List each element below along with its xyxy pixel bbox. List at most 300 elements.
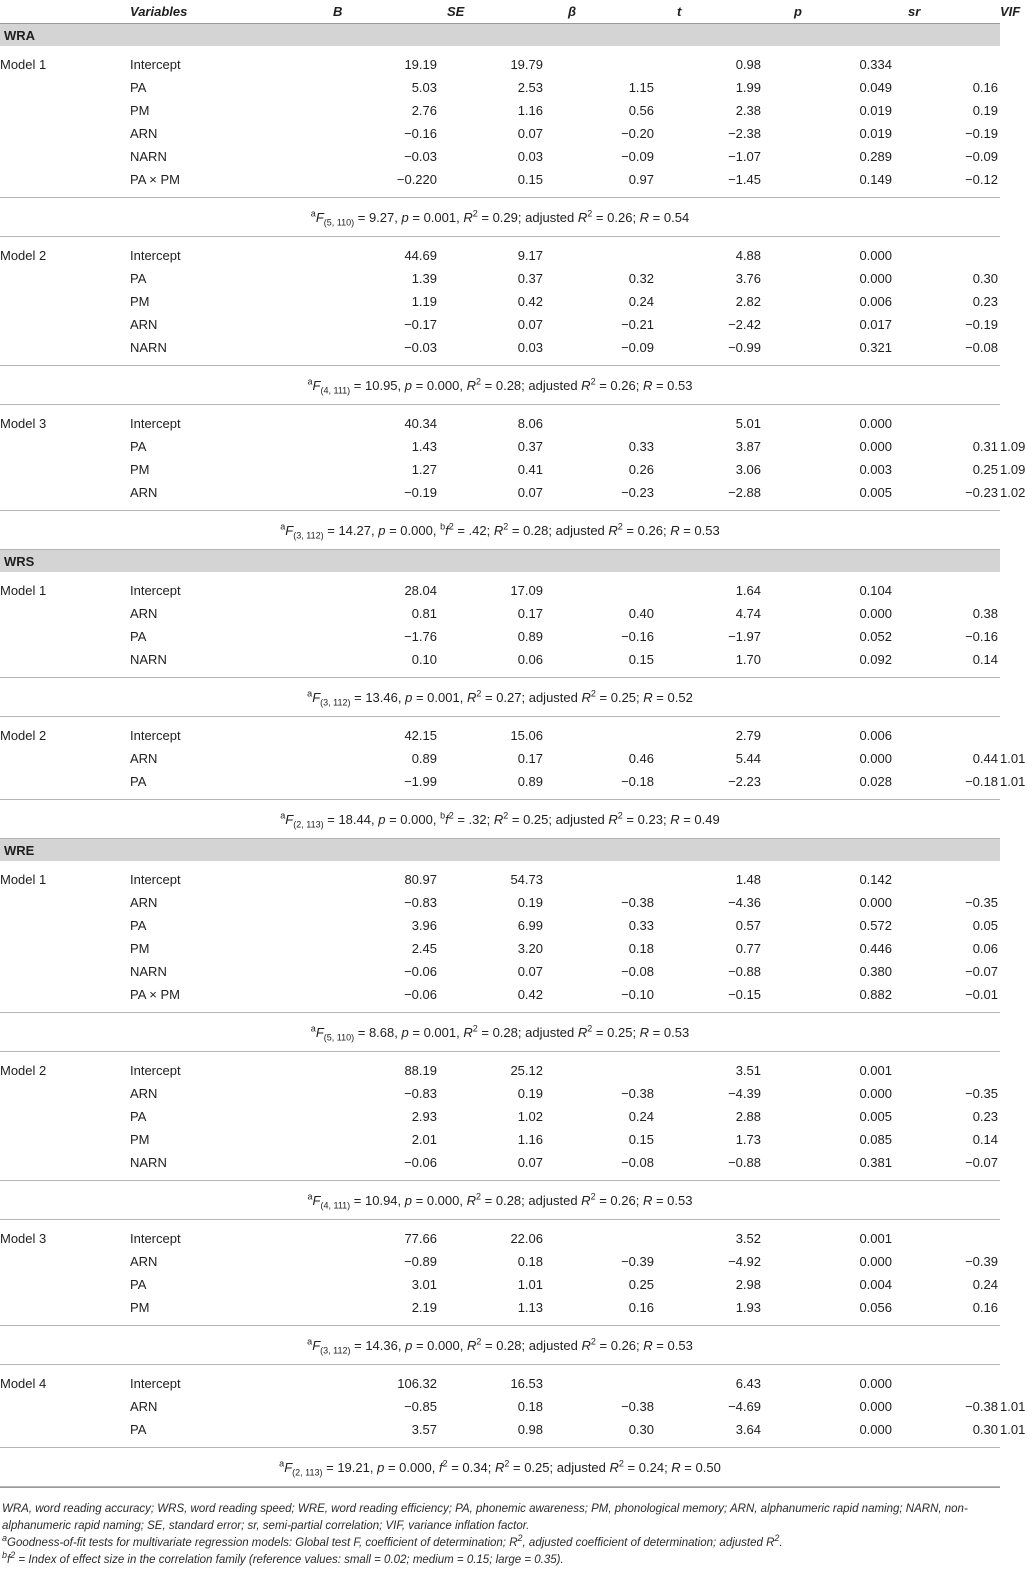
cell-t: −0.88 bbox=[728, 964, 761, 979]
cell-sr: −0.19 bbox=[965, 126, 998, 141]
table-row: PA 3.57 0.98 0.30 3.64 0.000 0.30 1.01 bbox=[0, 1418, 1000, 1448]
spacer-cell bbox=[270, 625, 313, 648]
spacer-cell bbox=[270, 983, 313, 1013]
cell-sr bbox=[893, 1365, 1000, 1396]
cell-t: 3.64 bbox=[735, 1422, 761, 1437]
cell-p: 0.004 bbox=[859, 1277, 892, 1292]
cell-b: −0.16 bbox=[404, 126, 437, 141]
cell-t: −2.23 bbox=[728, 774, 761, 789]
table-row bbox=[0, 1220, 1000, 1251]
spacer-cell bbox=[270, 1250, 313, 1273]
cell-sr: −0.35 bbox=[965, 895, 998, 910]
model-fit-stats bbox=[0, 800, 1000, 839]
variable-name: ARN bbox=[130, 317, 158, 332]
cell-p: 0.000 bbox=[859, 751, 892, 766]
cell-beta: 0.24 bbox=[628, 1109, 654, 1124]
cell-sr: 0.24 bbox=[972, 1277, 998, 1292]
spacer-cell bbox=[270, 435, 313, 458]
cell-b: 1.19 bbox=[411, 294, 437, 309]
variable-name: NARN bbox=[130, 149, 167, 164]
cell-se: 0.07 bbox=[517, 126, 543, 141]
cell-sr bbox=[893, 237, 1000, 268]
cell-p: 0.572 bbox=[859, 918, 892, 933]
cell-b: 77.66 bbox=[404, 1231, 437, 1246]
cell-t: −0.88 bbox=[728, 1155, 761, 1170]
cell-se: 19.79 bbox=[510, 57, 543, 72]
variable-name: Intercept bbox=[130, 248, 181, 263]
table-row: ARN −0.85 0.18 −0.38 −4.69 0.000 −0.38 1.01 bbox=[0, 1395, 1000, 1418]
cell-se: 9.17 bbox=[517, 248, 543, 263]
model-label bbox=[0, 1296, 130, 1326]
table-row bbox=[0, 145, 1000, 168]
cell-se: 0.03 bbox=[517, 149, 543, 164]
model-label bbox=[0, 458, 130, 481]
cell-b: 1.43 bbox=[411, 439, 437, 454]
section-header-wra bbox=[0, 24, 1000, 47]
spacer-cell bbox=[270, 1151, 313, 1181]
cell-se: 0.37 bbox=[517, 271, 543, 286]
cell-se: 0.42 bbox=[517, 987, 543, 1002]
spacer-cell bbox=[270, 1220, 313, 1251]
cell-t: 4.74 bbox=[735, 606, 761, 621]
variable-name: ARN bbox=[130, 606, 158, 621]
model-label bbox=[0, 1418, 130, 1448]
header-SE: SE bbox=[437, 0, 552, 24]
spacer-cell bbox=[270, 76, 313, 99]
cell-t: 2.88 bbox=[735, 1109, 761, 1124]
cell-b: 2.45 bbox=[411, 941, 437, 956]
cell-sr: −0.09 bbox=[965, 149, 998, 164]
model-label bbox=[0, 122, 130, 145]
cell-sr: 0.23 bbox=[972, 294, 998, 309]
cell-b: 19.19 bbox=[404, 57, 437, 72]
model-label bbox=[0, 747, 130, 770]
cell-b: −0.03 bbox=[404, 149, 437, 164]
table-row bbox=[0, 572, 1000, 602]
fit-stats-text: $^aF_{(4, 111)} = 10.94$, p = 0.000, $R^2 = 0.28$; adjusted $R^2 = 0.26$; R = 0.53 bbox=[0, 1181, 1000, 1220]
cell-sr: −0.16 bbox=[965, 629, 998, 644]
cell-se: 0.07 bbox=[517, 317, 543, 332]
cell-p: 0.006 bbox=[859, 728, 892, 743]
model-label bbox=[0, 99, 130, 122]
variable-name: Intercept bbox=[130, 57, 181, 72]
cell-se: 0.42 bbox=[517, 294, 543, 309]
cell-se: 0.17 bbox=[517, 606, 543, 621]
cell-p: 0.000 bbox=[859, 1376, 892, 1391]
variable-name: PM bbox=[130, 1132, 150, 1147]
cell-sr: 0.05 bbox=[972, 918, 998, 933]
cell-se: 0.06 bbox=[517, 652, 543, 667]
cell-beta: 0.18 bbox=[628, 941, 654, 956]
cell-t: 2.79 bbox=[735, 728, 761, 743]
fit-stats-text: $^aF_{(3, 112)} = 14.36$, p = 0.000, $R^2 = 0.28$; adjusted $R^2 = 0.26$; R = 0.53 bbox=[0, 1326, 1000, 1365]
cell-b: 3.01 bbox=[411, 1277, 437, 1292]
cell-p: 0.000 bbox=[859, 1399, 892, 1414]
fit-stats-text: $^aF_{(4, 111)} = 10.95$, p = 0.000, $R^2 = 0.28$; adjusted $R^2 = 0.26$; R = 0.53 bbox=[0, 366, 1000, 405]
variable-name: PA bbox=[130, 439, 147, 454]
cell-beta bbox=[552, 861, 665, 891]
model-label bbox=[0, 914, 130, 937]
cell-p: 0.001 bbox=[859, 1063, 892, 1078]
cell-t: 1.93 bbox=[735, 1300, 761, 1315]
cell-t: 1.99 bbox=[735, 80, 761, 95]
cell-p: 0.085 bbox=[859, 1132, 892, 1147]
spacer-cell bbox=[270, 1105, 313, 1128]
model-label bbox=[0, 983, 130, 1013]
model-label bbox=[0, 625, 130, 648]
model-label bbox=[0, 313, 130, 336]
cell-t: 4.88 bbox=[735, 248, 761, 263]
cell-p: 0.028 bbox=[859, 774, 892, 789]
cell-b: −0.83 bbox=[404, 895, 437, 910]
cell-t: 3.51 bbox=[735, 1063, 761, 1078]
cell-se: 0.89 bbox=[517, 774, 543, 789]
cell-b: 44.69 bbox=[404, 248, 437, 263]
cell-t: 3.87 bbox=[735, 439, 761, 454]
cell-sr: 0.19 bbox=[972, 103, 998, 118]
cell-p: 0.000 bbox=[859, 271, 892, 286]
cell-sr: 0.44 bbox=[972, 751, 998, 766]
cell-p: 0.380 bbox=[859, 964, 892, 979]
cell-b: −0.03 bbox=[404, 340, 437, 355]
model-label bbox=[0, 1082, 130, 1105]
spacer-cell bbox=[270, 481, 313, 511]
cell-se: 0.07 bbox=[517, 964, 543, 979]
cell-b: −1.99 bbox=[404, 774, 437, 789]
cell-beta: −0.18 bbox=[621, 774, 654, 789]
model-fit-stats bbox=[0, 511, 1000, 550]
cell-sr: −0.35 bbox=[965, 1086, 998, 1101]
cell-sr: 0.14 bbox=[972, 1132, 998, 1147]
cell-t: −0.15 bbox=[728, 987, 761, 1002]
cell-beta bbox=[552, 1365, 665, 1396]
model-label: Model 1 bbox=[0, 57, 47, 72]
cell-t: −1.45 bbox=[728, 172, 761, 187]
variable-name: PA × PM bbox=[130, 172, 180, 187]
table-row bbox=[0, 122, 1000, 145]
model-fit-stats bbox=[0, 1181, 1000, 1220]
table-row bbox=[0, 625, 1000, 648]
cell-p: 0.000 bbox=[859, 416, 892, 431]
cell-b: −0.06 bbox=[404, 964, 437, 979]
model-fit-stats bbox=[0, 678, 1000, 717]
table-row: PM 1.27 0.41 0.26 3.06 0.003 0.25 1.09 bbox=[0, 458, 1000, 481]
model-label bbox=[0, 145, 130, 168]
model-label bbox=[0, 1105, 130, 1128]
table-row bbox=[0, 267, 1000, 290]
table-body bbox=[0, 24, 1025, 1487]
cell-beta: 0.16 bbox=[628, 1300, 654, 1315]
cell-t: 1.73 bbox=[735, 1132, 761, 1147]
cell-t: 0.77 bbox=[735, 941, 761, 956]
table-row bbox=[0, 1105, 1000, 1128]
cell-t: −2.38 bbox=[728, 126, 761, 141]
cell-se: 8.06 bbox=[517, 416, 543, 431]
header-beta: β bbox=[552, 0, 665, 24]
cell-b: 80.97 bbox=[404, 872, 437, 887]
cell-sr bbox=[893, 1052, 1000, 1083]
model-label bbox=[0, 1273, 130, 1296]
cell-sr: −0.18 bbox=[965, 774, 998, 789]
cell-se: 15.06 bbox=[510, 728, 543, 743]
cell-t: 6.43 bbox=[735, 1376, 761, 1391]
cell-beta: −0.38 bbox=[621, 1399, 654, 1414]
cell-b: −0.89 bbox=[404, 1254, 437, 1269]
model-label bbox=[0, 267, 130, 290]
footnote-a: $^a$Goodness-of-fit tests for multivariate regression models: Global test F, coefficient of determination; $R^2$, adjusted coefficient of determination; adjusted $R^2$. bbox=[2, 1533, 783, 1549]
cell-sr bbox=[893, 405, 1000, 436]
cell-b: 1.39 bbox=[411, 271, 437, 286]
fit-stats-text: $^aF_{(2, 113)} = 18.44$, p = 0.000, $^bf^2 = .32$; $R^2 = 0.25$; adjusted $R^2 = 0.23$; R = 0.49 bbox=[0, 800, 1000, 839]
cell-se: 16.53 bbox=[510, 1376, 543, 1391]
table-row bbox=[0, 937, 1000, 960]
cell-sr: −0.38 bbox=[965, 1399, 998, 1414]
cell-se: 0.07 bbox=[517, 485, 543, 500]
table-row bbox=[0, 1151, 1000, 1181]
spacer-cell bbox=[270, 290, 313, 313]
variable-name: PA bbox=[130, 80, 147, 95]
table-row bbox=[0, 1296, 1000, 1326]
variable-name: PM bbox=[130, 462, 150, 477]
cell-sr: 0.16 bbox=[972, 80, 998, 95]
variable-name: ARN bbox=[130, 1254, 158, 1269]
variable-name: ARN bbox=[130, 1086, 158, 1101]
cell-beta: 0.15 bbox=[628, 652, 654, 667]
cell-sr: −0.12 bbox=[965, 172, 998, 187]
variable-name: Intercept bbox=[130, 1063, 181, 1078]
cell-p: 0.017 bbox=[859, 317, 892, 332]
variable-name: ARN bbox=[130, 485, 158, 500]
fit-stats-text: $^aF_{(2, 113)} = 19.21$, p = 0.000, $f^2 = 0.34$; $R^2 = 0.25$; adjusted $R^2 = 0.24$; R = 0.50 bbox=[0, 1448, 1000, 1487]
cell-b: 88.19 bbox=[404, 1063, 437, 1078]
cell-sr: 0.16 bbox=[972, 1300, 998, 1315]
table-row bbox=[0, 99, 1000, 122]
variable-name: ARN bbox=[130, 895, 158, 910]
cell-se: 0.18 bbox=[517, 1254, 543, 1269]
cell-b: −0.06 bbox=[404, 987, 437, 1002]
spacer-cell bbox=[270, 891, 313, 914]
table-row bbox=[0, 861, 1000, 891]
cell-se: 1.01 bbox=[517, 1277, 543, 1292]
spacer-cell bbox=[270, 336, 313, 366]
cell-p: 0.092 bbox=[859, 652, 892, 667]
cell-b: 40.34 bbox=[404, 416, 437, 431]
table-row bbox=[0, 914, 1000, 937]
section-label: WRA bbox=[0, 24, 1000, 47]
cell-b: 2.01 bbox=[411, 1132, 437, 1147]
cell-sr bbox=[893, 46, 1000, 76]
cell-se: 0.41 bbox=[517, 462, 543, 477]
cell-t: −2.88 bbox=[728, 485, 761, 500]
cell-beta: 0.46 bbox=[628, 751, 654, 766]
cell-p: 0.019 bbox=[859, 126, 892, 141]
cell-se: 0.03 bbox=[517, 340, 543, 355]
table-row bbox=[0, 891, 1000, 914]
cell-t: −4.69 bbox=[728, 1399, 761, 1414]
model-label bbox=[0, 481, 130, 511]
table-row bbox=[0, 290, 1000, 313]
cell-t: 3.76 bbox=[735, 271, 761, 286]
footnote-abbreviations: WRA, word reading accuracy; WRS, word reading speed; WRE, word reading efficiency; PA, phonemic awareness; PM, phonological memory; ARN, alphanumeric rapid naming; NARN, non-alphanumeric rapid naming; SE, standard error; sr, semi-partial correlation; VIF, variance inflation factor. bbox=[2, 1503, 968, 1532]
variable-name: PM bbox=[130, 103, 150, 118]
cell-b: −0.83 bbox=[404, 1086, 437, 1101]
model-label bbox=[0, 648, 130, 678]
spacer-cell bbox=[270, 267, 313, 290]
cell-beta: 0.33 bbox=[628, 439, 654, 454]
cell-t: 0.57 bbox=[735, 918, 761, 933]
variable-name: NARN bbox=[130, 652, 167, 667]
variable-name: Intercept bbox=[130, 583, 181, 598]
cell-beta: −0.16 bbox=[621, 629, 654, 644]
model-label bbox=[0, 168, 130, 198]
cell-se: 0.19 bbox=[517, 895, 543, 910]
spacer-cell bbox=[270, 1082, 313, 1105]
cell-se: 54.73 bbox=[510, 872, 543, 887]
cell-se: 17.09 bbox=[510, 583, 543, 598]
cell-beta: −0.38 bbox=[621, 895, 654, 910]
cell-p: 0.334 bbox=[859, 57, 892, 72]
cell-se: 6.99 bbox=[517, 918, 543, 933]
model-label bbox=[0, 1395, 130, 1418]
cell-p: 0.019 bbox=[859, 103, 892, 118]
cell-se: 22.06 bbox=[510, 1231, 543, 1246]
spacer-cell bbox=[270, 1365, 313, 1396]
cell-t: 1.64 bbox=[735, 583, 761, 598]
cell-sr: 0.25 bbox=[972, 462, 998, 477]
spacer-cell bbox=[270, 861, 313, 891]
cell-p: 0.000 bbox=[859, 606, 892, 621]
cell-sr: 0.30 bbox=[972, 271, 998, 286]
cell-se: 0.89 bbox=[517, 629, 543, 644]
table-row: ARN 0.89 0.17 0.46 5.44 0.000 0.44 1.01 bbox=[0, 747, 1000, 770]
cell-beta: −0.09 bbox=[621, 149, 654, 164]
table-row bbox=[0, 168, 1000, 198]
spacer-cell bbox=[270, 717, 313, 748]
variable-name: Intercept bbox=[130, 416, 181, 431]
cell-t: −0.99 bbox=[728, 340, 761, 355]
cell-p: 0.006 bbox=[859, 294, 892, 309]
cell-p: 0.005 bbox=[859, 1109, 892, 1124]
cell-beta: −0.39 bbox=[621, 1254, 654, 1269]
cell-se: 0.37 bbox=[517, 439, 543, 454]
spacer-cell bbox=[270, 1052, 313, 1083]
table-row bbox=[0, 1128, 1000, 1151]
fit-stats-text: $^aF_{(5, 110)} = 9.27$, p = 0.001, $R^2 = 0.29$; adjusted $R^2 = 0.26$; R = 0.54 bbox=[0, 198, 1000, 237]
cell-b: −0.17 bbox=[404, 317, 437, 332]
cell-t: −4.92 bbox=[728, 1254, 761, 1269]
variable-name: PA bbox=[130, 271, 147, 286]
header-spacer bbox=[270, 0, 313, 24]
cell-p: 0.104 bbox=[859, 583, 892, 598]
model-label bbox=[0, 1128, 130, 1151]
spacer-cell bbox=[270, 1418, 313, 1448]
fit-stats-text: $^aF_{(3, 112)} = 14.27$, p = 0.000, $^bf^2 = .42$; $R^2 = 0.28$; adjusted $R^2 = 0.26$; R = 0.53 bbox=[0, 511, 1000, 550]
variable-name: PA bbox=[130, 918, 147, 933]
spacer-cell bbox=[270, 1296, 313, 1326]
table-row: PA −1.99 0.89 −0.18 −2.23 0.028 −0.18 1.01 bbox=[0, 770, 1000, 800]
cell-se: 0.19 bbox=[517, 1086, 543, 1101]
table-footnotes bbox=[0, 1487, 1000, 1569]
cell-p: 0.000 bbox=[859, 248, 892, 263]
table-row bbox=[0, 405, 1000, 436]
model-label bbox=[0, 1250, 130, 1273]
fit-stats-text: $^aF_{(5, 110)} = 8.68$, p = 0.001, $R^2 = 0.28$; adjusted $R^2 = 0.25$; R = 0.53 bbox=[0, 1013, 1000, 1052]
spacer-cell bbox=[270, 168, 313, 198]
cell-p: 0.049 bbox=[859, 80, 892, 95]
cell-p: 0.321 bbox=[859, 340, 892, 355]
spacer-cell bbox=[270, 46, 313, 76]
cell-beta bbox=[552, 46, 665, 76]
cell-p: 0.446 bbox=[859, 941, 892, 956]
cell-se: 0.07 bbox=[517, 1155, 543, 1170]
table-row bbox=[0, 237, 1000, 268]
table-row bbox=[0, 313, 1000, 336]
model-fit-stats bbox=[0, 198, 1000, 237]
spacer-cell bbox=[270, 648, 313, 678]
spacer-cell bbox=[270, 1273, 313, 1296]
cell-sr: 0.38 bbox=[972, 606, 998, 621]
cell-se: 1.13 bbox=[517, 1300, 543, 1315]
cell-b: 28.04 bbox=[404, 583, 437, 598]
cell-beta: 0.56 bbox=[628, 103, 654, 118]
cell-sr: −0.23 bbox=[965, 485, 998, 500]
spacer-cell bbox=[270, 572, 313, 602]
model-label bbox=[0, 602, 130, 625]
variable-name: ARN bbox=[130, 751, 158, 766]
cell-se: 2.53 bbox=[517, 80, 543, 95]
cell-beta: −0.21 bbox=[621, 317, 654, 332]
spacer-cell bbox=[270, 937, 313, 960]
table-row bbox=[0, 336, 1000, 366]
cell-beta: 0.32 bbox=[628, 271, 654, 286]
model-label: Model 1 bbox=[0, 583, 47, 598]
cell-beta: 0.97 bbox=[628, 172, 654, 187]
cell-beta bbox=[552, 717, 665, 748]
model-fit-stats bbox=[0, 1013, 1000, 1052]
section-header-wrs bbox=[0, 550, 1000, 573]
variable-name: Intercept bbox=[130, 1231, 181, 1246]
cell-p: 0.001 bbox=[859, 1231, 892, 1246]
cell-se: 25.12 bbox=[510, 1063, 543, 1078]
cell-sr: −0.19 bbox=[965, 317, 998, 332]
cell-sr bbox=[893, 1220, 1000, 1251]
cell-b: 3.57 bbox=[411, 1422, 437, 1437]
spacer-cell bbox=[270, 747, 313, 770]
table-row bbox=[0, 1052, 1000, 1083]
cell-beta: 0.25 bbox=[628, 1277, 654, 1292]
model-label bbox=[0, 336, 130, 366]
cell-sr: 0.14 bbox=[972, 652, 998, 667]
cell-beta: −0.09 bbox=[621, 340, 654, 355]
cell-beta: −0.20 bbox=[621, 126, 654, 141]
model-label bbox=[0, 435, 130, 458]
cell-sr: 0.06 bbox=[972, 941, 998, 956]
cell-p: 0.882 bbox=[859, 987, 892, 1002]
cell-beta: −0.08 bbox=[621, 964, 654, 979]
variable-name: PA bbox=[130, 1109, 147, 1124]
cell-p: 0.000 bbox=[859, 895, 892, 910]
cell-t: 5.01 bbox=[735, 416, 761, 431]
fit-stats-text: $^aF_{(3, 112)} = 13.46$, p = 0.001, $R^2 = 0.27$; adjusted $R^2 = 0.25$; R = 0.52 bbox=[0, 678, 1000, 717]
cell-t: 1.70 bbox=[735, 652, 761, 667]
variable-name: PA × PM bbox=[130, 987, 180, 1002]
cell-sr: 0.23 bbox=[972, 1109, 998, 1124]
cell-beta bbox=[552, 572, 665, 602]
model-label bbox=[0, 937, 130, 960]
section-label: WRE bbox=[0, 839, 1000, 862]
spacer-cell bbox=[270, 313, 313, 336]
spacer-cell bbox=[270, 914, 313, 937]
